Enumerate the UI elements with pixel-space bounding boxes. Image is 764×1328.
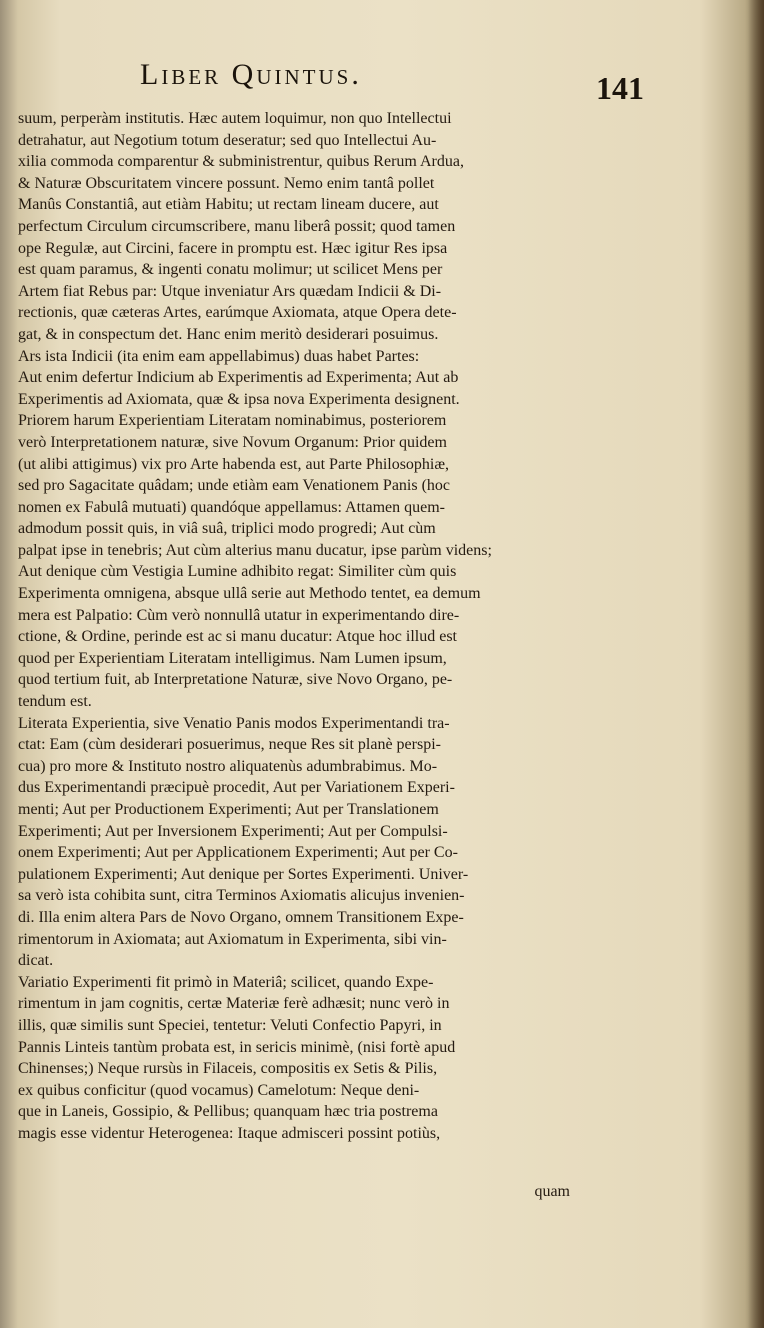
text-line: cua) pro more & Instituto nostro aliquatenùs adumbrabimus. Mo-	[18, 757, 438, 775]
text-line: gat, & in conspectum det. Hanc enim meritò desiderari posuimus.	[18, 325, 439, 343]
text-line: perfectum Circulum circumscribere, manu liberâ possit; quod tamen	[18, 217, 456, 235]
text-line: Variatio Experimenti fit primò in Materiâ; scilicet, quando Expe-	[18, 973, 434, 991]
text-line: quod tertium fuit, ab Interpretatione Naturæ, sive Novo Organo, pe-	[18, 671, 453, 689]
text-line: Aut denique cùm Vestigia Lumine adhibito regat: Similiter cùm quis	[18, 563, 457, 581]
text-line: quod per Experientiam Literatam intelligimus. Nam Lumen ipsum,	[18, 649, 447, 667]
text-line: tendum est.	[18, 693, 92, 711]
text-line: & Naturæ Obscuritatem vincere possunt. Nemo enim tantâ pollet	[18, 174, 435, 192]
text-line: Aut enim defertur Indicium ab Experimentis ad Experimenta; Aut ab	[18, 369, 459, 387]
text-line: ope Regulæ, aut Circini, facere in promptu est. Hæc igitur Res ipsa	[18, 239, 448, 257]
text-line: Chinenses;) Neque rursùs in Filaceis, compositis ex Setis & Pilis,	[18, 1060, 438, 1078]
text-line: pulationem Experimenti; Aut denique per Sortes Experimenti. Univer-	[18, 865, 469, 883]
text-line: Pannis Linteis tantùm probata est, in sericis minimè, (nisi fortè apud	[18, 1038, 456, 1056]
page-number: 141	[596, 70, 644, 106]
text-line: suum, perperàm institutis. Hæc autem loquimur, non quo Intellectui	[18, 110, 452, 127]
text-line: Experimenti; Aut per Inversionem Experimenti; Aut per Compulsi-	[18, 822, 448, 840]
text-line: (ut alibi attigimus) vix pro Arte habenda est, aut Parte Philosophiæ,	[18, 455, 450, 473]
text-line: menti; Aut per Productionem Experimenti; Aut per Translationem	[18, 801, 439, 818]
text-line: Manûs Constantiâ, aut etiàm Habitu; ut rectam lineam ducere, aut	[18, 196, 439, 214]
catchword: quam	[534, 1183, 570, 1200]
text-line: di. Illa enim altera Pars de Novo Organo, omnem Transitionem Expe-	[18, 908, 464, 926]
text-line: sa verò ista cohibita sunt, citra Terminos Axiomatis alicujus invenien-	[18, 887, 465, 905]
text-line: est quam paramus, & ingenti conatu molimur; ut scilicet Mens per	[18, 261, 443, 279]
text-line: palpat ipse in tenebris; Aut cùm alterius manu ducatur, ipse parùm videns;	[18, 541, 492, 559]
text-line: mera est Palpatio: Cùm verò nonnullâ utatur in experimentando dire-	[18, 606, 460, 624]
running-title: Liber Quintus.	[140, 58, 362, 91]
text-line: dicat.	[18, 952, 54, 970]
text-line: ctione, & Ordine, perinde est ac si manu ducatur: Atque hoc illud est	[18, 628, 457, 646]
text-line: admodum possit quis, in viâ suâ, triplici modo progredi; Aut cùm	[18, 520, 436, 538]
text-line: nomen ex Fabulâ mutuati) quandóque appellamus: Attamen quem-	[18, 498, 446, 516]
text-line: magis esse videntur Heterogenea: Itaque admisceri possint potiùs,	[18, 1124, 441, 1142]
text-line: Experimentis ad Axiomata, quæ & ipsa nova Experimenta designent.	[18, 390, 460, 408]
text-line: rimentorum in Axiomata; aut Axiomatum in Experimenta, sibi vin-	[18, 930, 447, 948]
text-line: sed pro Sagacitate quâdam; unde etiàm eam Venationem Panis (hoc	[18, 477, 451, 495]
text-line: ex quibus conficitur (quod vocamus) Camelotum: Neque deni-	[18, 1081, 420, 1099]
text-line: verò Interpretationem naturæ, sive Novum Organum: Prior quidem	[18, 433, 447, 451]
text-line: dus Experimentandi præcipuè procedit, Aut per Variationem Experi-	[18, 779, 455, 797]
text-line: Ars ista Indicii (ita enim eam appellabimus) duas habet Partes:	[18, 347, 420, 365]
body-text	[18, 108, 570, 1145]
text-line: Priorem harum Experientiam Literatam nominabimus, posteriorem	[18, 412, 447, 430]
text-line: onem Experimenti; Aut per Applicationem Experimenti; Aut per Co-	[18, 844, 458, 862]
text-line: Experimenta omnigena, absque ullâ serie aut Methodo tentet, ea demum	[18, 585, 481, 603]
text-line: rimentum in jam cognitis, certæ Materiæ ferè adhæsit; nunc verò in	[18, 995, 450, 1013]
page-edge-shadow	[748, 0, 764, 1328]
text-line: rectionis, quæ cæteras Artes, earúmque Axiomata, atque Opera dete-	[18, 304, 457, 322]
text-line: que in Laneis, Gossipio, & Pellibus; quanquam hæc tria postrema	[18, 1103, 438, 1121]
text-line: Literata Experientia, sive Venatio Panis modos Experimentandi tra-	[18, 714, 450, 732]
text-line: ctat: Eam (cùm desiderari posuerimus, neque Res sit planè perspi-	[18, 736, 441, 754]
text-line: detrahatur, aut Negotium totum deseratur; sed quo Intellectui Au-	[18, 131, 437, 149]
text-line: xilia commoda comparentur & subministrentur, quibus Rerum Ardua,	[18, 153, 464, 171]
text-line: illis, quæ similis sunt Speciei, tentetur: Veluti Confectio Papyri, in	[18, 1016, 442, 1034]
text-line: Artem fiat Rebus par: Utque inveniatur Ars quædam Indicii & Di-	[18, 282, 442, 300]
